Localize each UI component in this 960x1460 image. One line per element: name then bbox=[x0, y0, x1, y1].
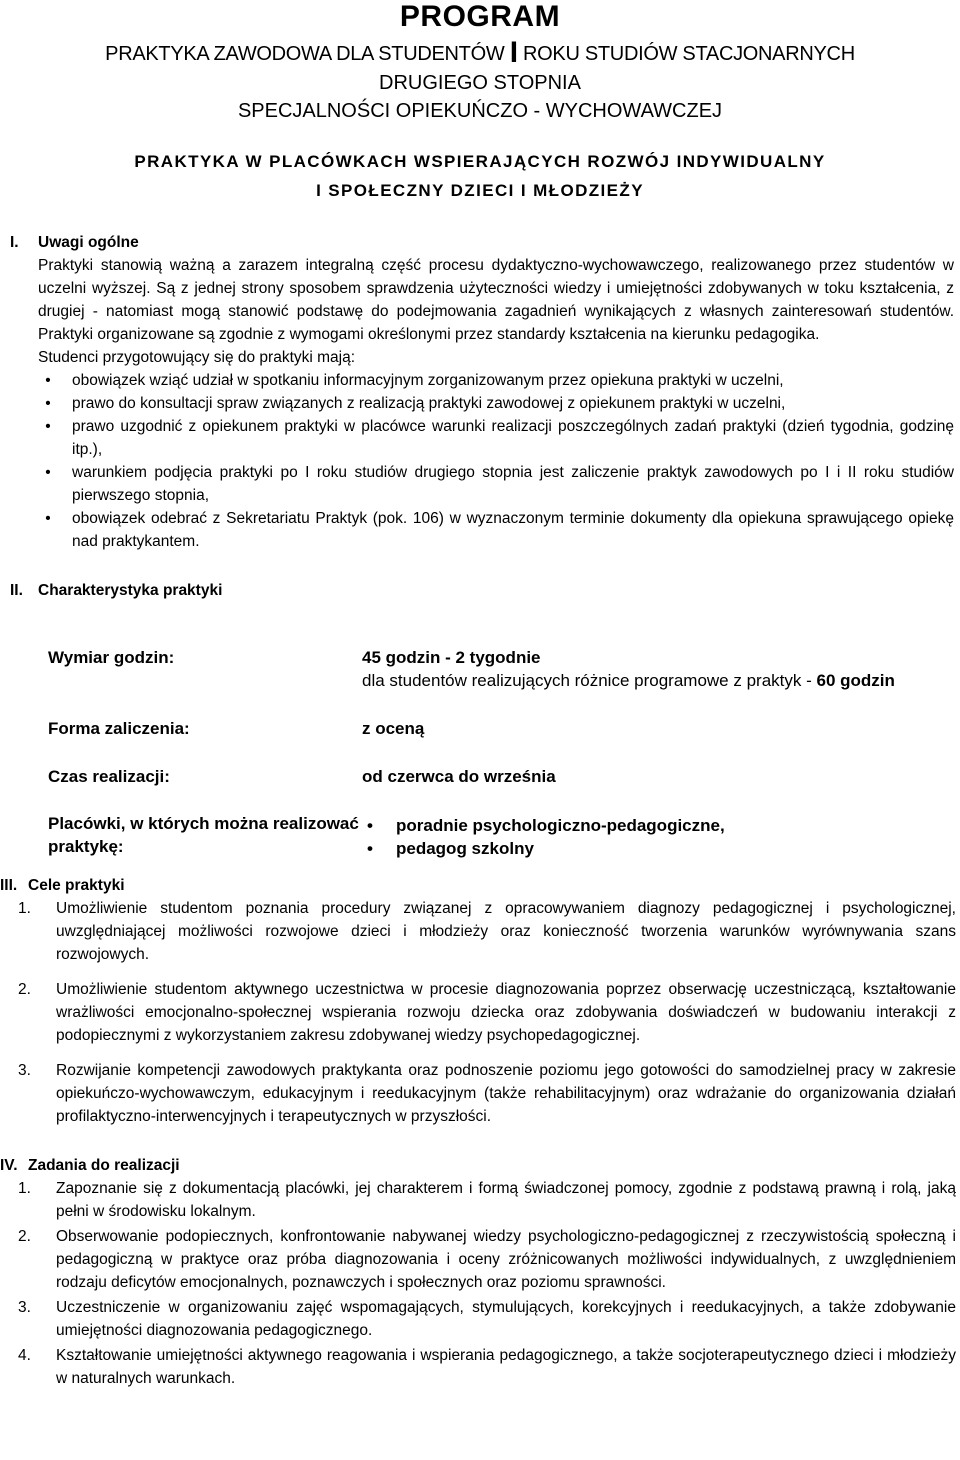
section-1-bullets bbox=[38, 369, 954, 553]
section-1-paragraph: Praktyki stanowią ważną a zarazem integralną część procesu dydaktyczno-wychowawczego, realizowanego przez studentów w uczelni wyższej. Są z jednej strony sposobem sprawdzenia użyteczności wiedzy i umiejętności zdobywanych w toku kształcenia, z drugiej - natomiast mogą stanowić podstawę do podejmowania zagadnień wynikających z własnych zainteresowań studentów. Praktyki organizowane są zgodnie z wymogami określonymi przez standardy kształcenia na kierunku pedagogika. bbox=[38, 257, 954, 343]
section-3-list bbox=[0, 897, 960, 1128]
bullet-icon: • bbox=[45, 418, 51, 435]
form-value: z oceną bbox=[362, 719, 425, 738]
program-subtitle-line1 bbox=[0, 38, 960, 69]
bullet-icon: • bbox=[45, 464, 51, 481]
places-list bbox=[362, 814, 916, 860]
list-item: 4. Kształtowanie umiejętności aktywnego reagowania i wspierania pedagogicznego, a także socjoterapeutycznego dzieci i młodzieży w naturalnych warunkach. bbox=[18, 1347, 956, 1387]
section-2-title: Charakterystyka praktyki bbox=[38, 582, 223, 599]
places-value-cell bbox=[362, 788, 916, 860]
list-item: 1. Zapoznanie się z dokumentacją placówki, jej charakterem i formą świadczonej pomocy, zgodnie z podstawą prawną i rolą, jaką pełni w środowisku lokalnym. bbox=[18, 1180, 956, 1220]
section-3-heading bbox=[0, 874, 960, 897]
section-4-number: IV. bbox=[0, 1157, 18, 1174]
section-4-title: Zadania do realizacji bbox=[28, 1157, 180, 1174]
bullet-icon: • bbox=[367, 839, 373, 858]
section-1-title: Uwagi ogólne bbox=[38, 234, 139, 251]
form-label: Forma zaliczenia: bbox=[48, 719, 190, 738]
list-item: 2. Obserwowanie podopiecznych, konfrontowanie nabywanej wiedzy psychologiczno-pedagogicznej z rzeczywistością społeczną i pedagogiczną w praktyce oraz próba diagnozowania i oceny zróżnicowanych możliwości indywidualnych, z uwzględnieniem rodzaju deficytów emocjonalnych, poznawczych i społecznych oraz poziomu sprawności. bbox=[18, 1228, 956, 1291]
bullet-icon: • bbox=[367, 816, 373, 835]
subtitle-part1: PRAKTYKA ZAWODOWA DLA STUDENTÓW bbox=[105, 43, 505, 65]
list-item: • poradnie psychologiczno-pedagogiczne, bbox=[362, 814, 916, 837]
section-2-number: II. bbox=[10, 582, 23, 599]
practice-name-line2: I SPOŁECZNY DZIECI I MŁODZIEŻY bbox=[316, 181, 644, 200]
hours-value-cell bbox=[362, 646, 916, 692]
section-1-heading bbox=[10, 231, 960, 254]
subtitle-roman-numeral: I bbox=[509, 36, 518, 69]
section-2-heading bbox=[10, 579, 960, 602]
list-item: 3. Rozwijanie kompetencji zawodowych praktykanta oraz podnoszenie poziomu jego gotowości do samodzielnej pracy w zakresie opiekuńczo-wychowawczym, edukacyjnym i reedukacyjnym (także rehabilitacyjnym) oraz wdrażanie do organizowania działań profilaktyczno-interwencyjnych i terapeutycznych w przyszłości. bbox=[18, 1062, 956, 1125]
list-item: 2. Umożliwienie studentom aktywnego uczestnictwa w procesie diagnozowania poprzez obserwację uczestniczącą, kształtowanie wrażliwości emocjonalno-społecznej wspierania rozwoju dziecka oraz zdobywania doświadczeń w budowaniu interakcji z podopiecznymi z wykorzystaniem zakresu zdobywanej wiedzy psychopedagogicznej. bbox=[18, 981, 956, 1044]
table-row bbox=[38, 646, 916, 692]
time-label: Czas realizacji: bbox=[48, 767, 170, 786]
document-title: PROGRAM bbox=[399, 0, 561, 33]
section-1-number: I. bbox=[10, 234, 19, 251]
list-item: 3. Uczestniczenie w organizowaniu zajęć wspomagających, stymulujących, korekcyjnych i reedukacyjnych, a także zdobywanie umiejętności diagnozowania pedagogicznego. bbox=[18, 1299, 956, 1339]
table-row bbox=[38, 692, 916, 740]
time-value: od czerwca do września bbox=[362, 767, 556, 786]
section-3-title: Cele praktyki bbox=[28, 877, 125, 894]
list-item: • pedagog szkolny bbox=[362, 837, 916, 860]
program-subtitle-line2: DRUGIEGO STOPNIA bbox=[379, 72, 581, 94]
hours-value: 45 godzin - 2 tygodnie bbox=[362, 648, 541, 667]
bullet-icon: • bbox=[45, 510, 51, 527]
section-1-intro: Studenci przygotowujący się do praktyki mają: bbox=[38, 349, 356, 366]
hours-note: dla studentów realizujących różnice programowe z praktyk - 60 godzin bbox=[362, 671, 895, 690]
list-item: • obowiązek odebrać z Sekretariatu Praktyk (pok. 106) w wyznaczonym terminie dokumenty dla opiekuna sprawującego opiekę nad praktykantem. bbox=[38, 507, 954, 553]
table-row bbox=[38, 788, 916, 860]
list-item: • obowiązek wziąć udział w spotkaniu informacyjnym zorganizowanym przez opiekuna praktyki w uczelni, bbox=[38, 369, 954, 392]
list-item: • warunkiem podjęcia praktyki po I roku studiów drugiego stopnia jest zaliczenie praktyk zawodowych po I i II roku studiów pierwszego stopnia, bbox=[38, 461, 954, 507]
hours-label: Wymiar godzin: bbox=[48, 648, 175, 667]
bullet-icon: • bbox=[45, 395, 51, 412]
practice-characteristics-table bbox=[38, 646, 916, 860]
subtitle-part2: ROKU STUDIÓW STACJONARNYCH bbox=[523, 43, 855, 65]
list-item: • prawo uzgodnić z opiekunem praktyki w placówce warunki realizacji poszczególnych zadań praktyki (dzień tygodnia, godzinę itp.), bbox=[38, 415, 954, 461]
bullet-icon: • bbox=[45, 372, 51, 389]
section-4-heading bbox=[0, 1154, 960, 1177]
section-1-content bbox=[0, 254, 960, 553]
list-item: 1. Umożliwienie studentom poznania procedury związanej z opracowywaniem diagnozy pedagogicznej i psychologicznej, uwzględniającej możliwości rozwojowe dzieci i młodzieży oraz konieczność tworzenia warunków wyrównywania szans rozwojowych. bbox=[18, 900, 956, 963]
places-label: Placówki, w których można realizować praktykę: bbox=[48, 814, 359, 856]
list-item: • prawo do konsultacji spraw związanych z realizacją praktyki zawodowej z opiekunem praktyki w uczelni, bbox=[38, 392, 954, 415]
table-row bbox=[38, 740, 916, 788]
practice-name-line1: PRAKTYKA W PLACÓWKACH WSPIERAJĄCYCH ROZWÓJ INDYWIDUALNY bbox=[134, 152, 826, 171]
program-specialization: SPECJALNOŚCI OPIEKUŃCZO - WYCHOWAWCZEJ bbox=[237, 100, 723, 122]
section-4-list bbox=[0, 1177, 960, 1390]
section-3-number: III. bbox=[0, 877, 18, 894]
